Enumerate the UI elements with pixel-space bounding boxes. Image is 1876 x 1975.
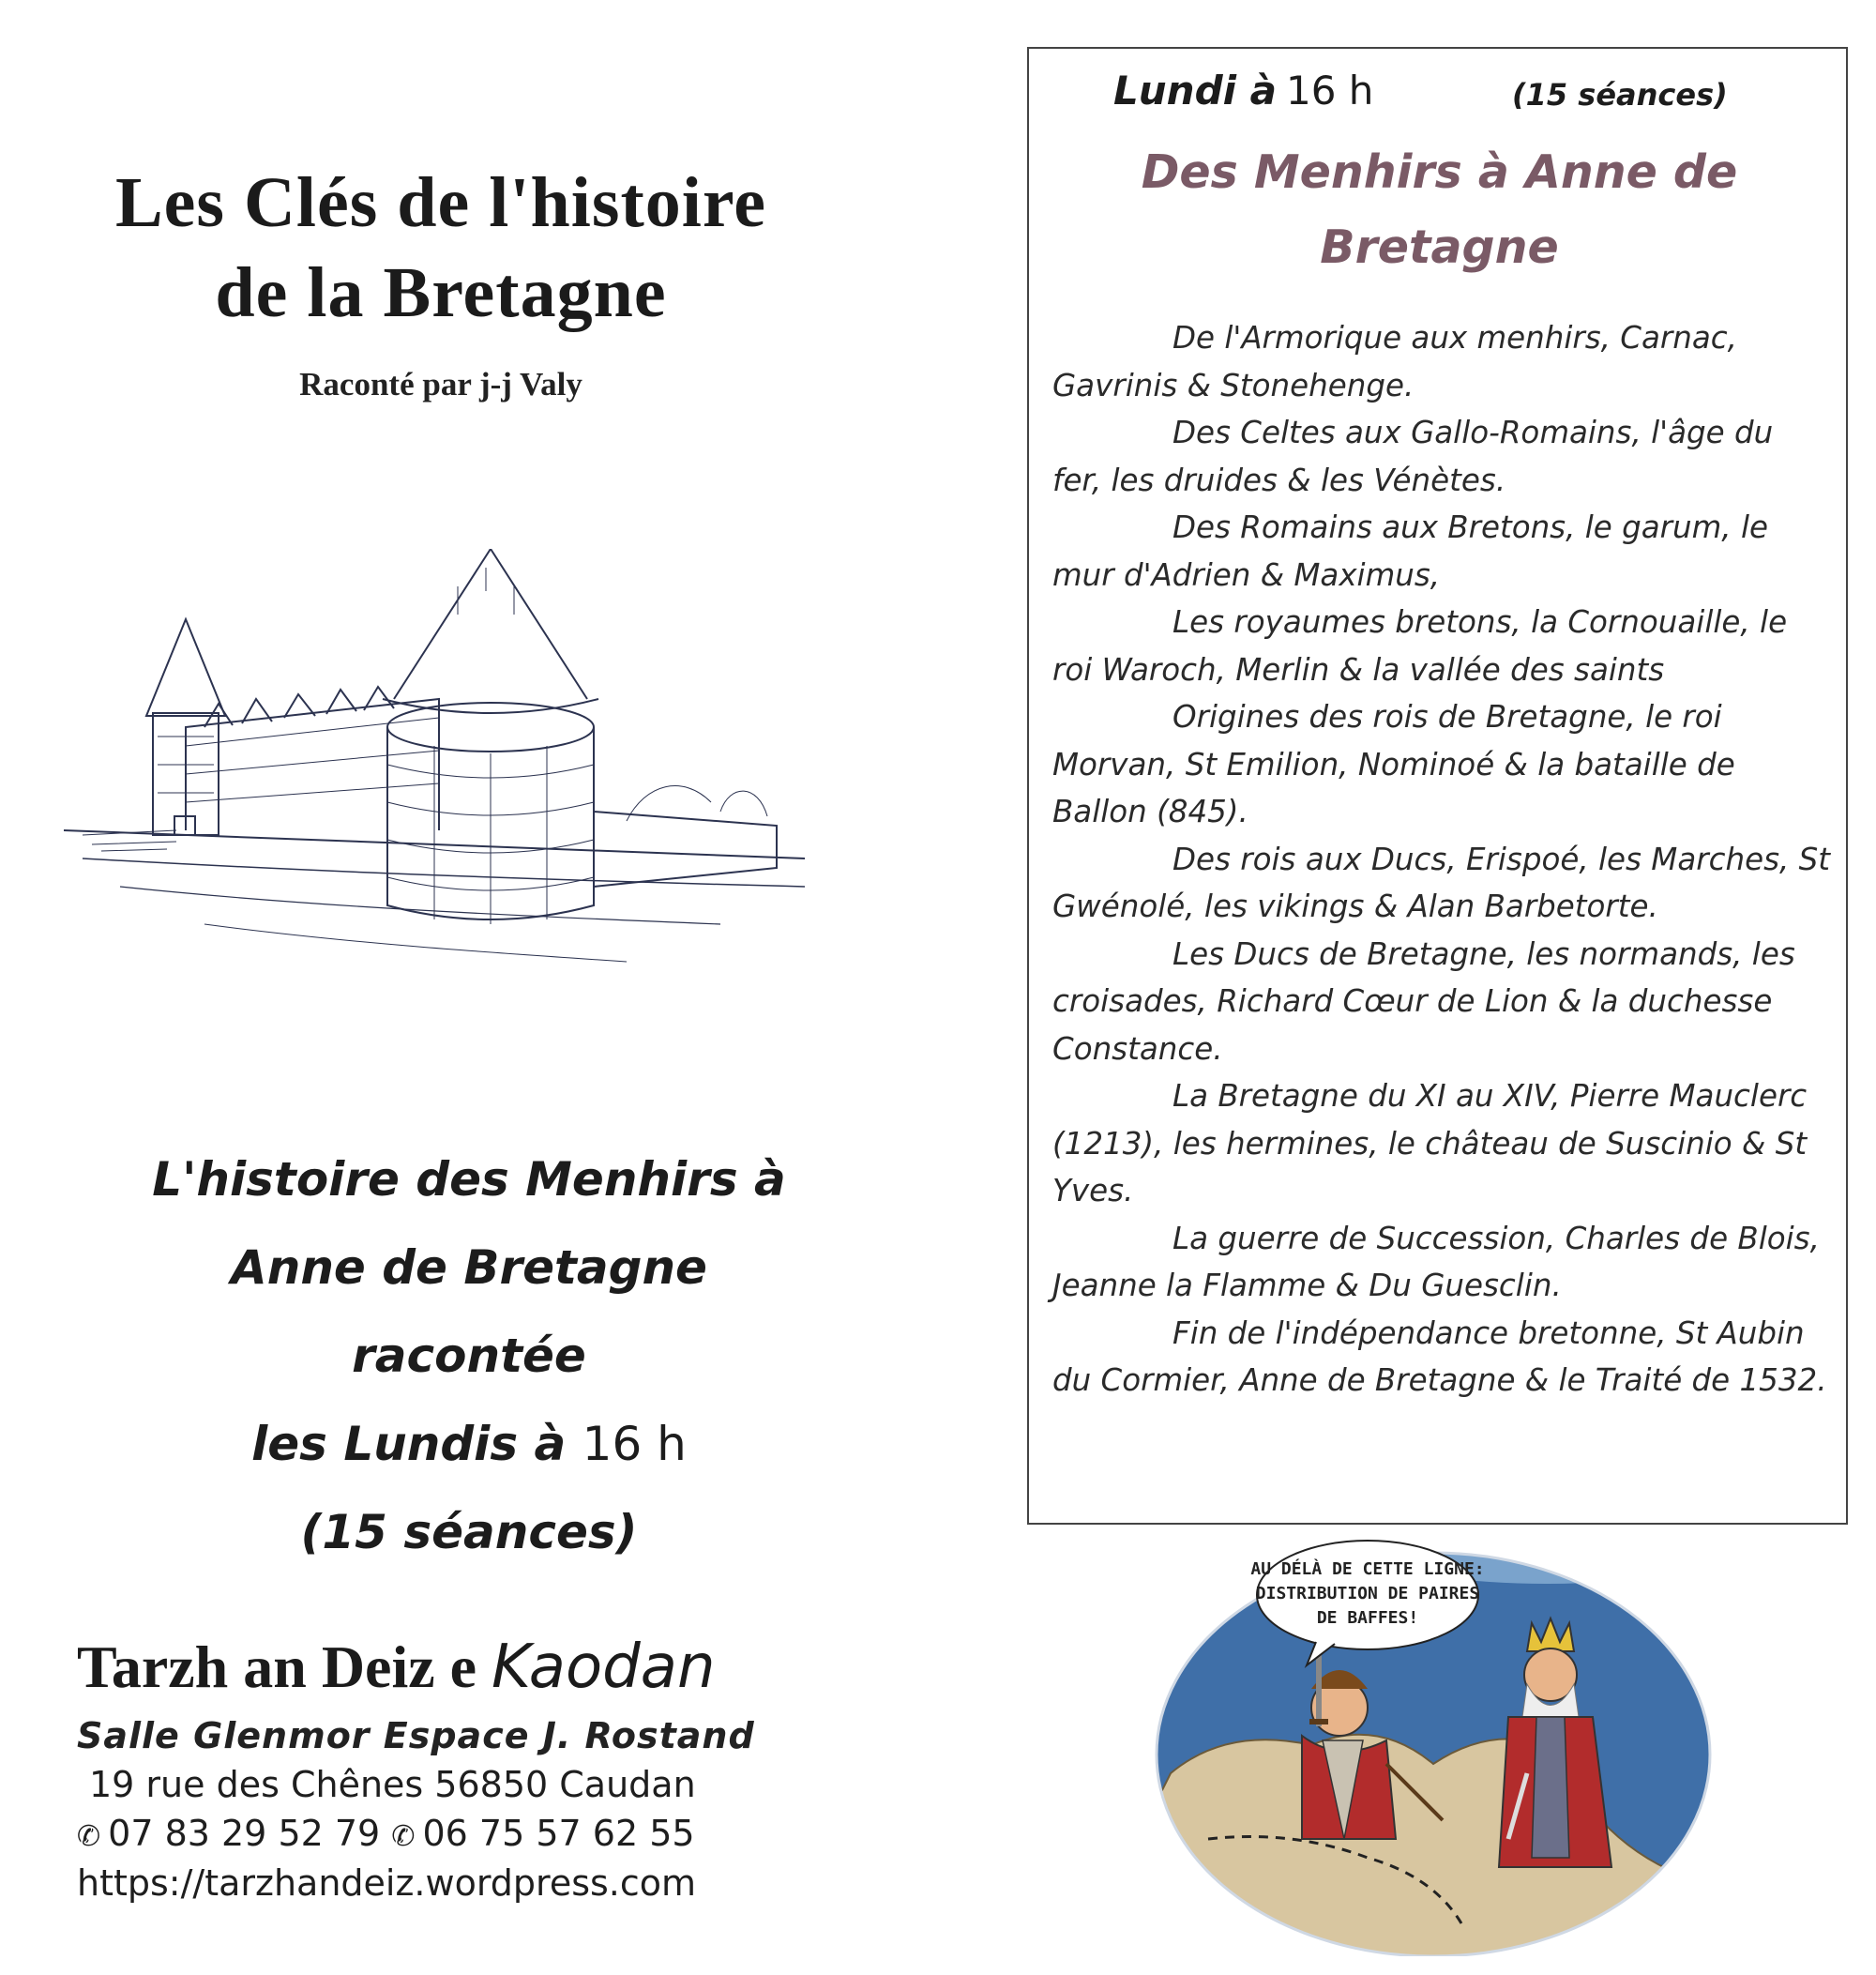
website-link[interactable]: https://tarzhandeiz.wordpress.com [77,1862,697,1904]
program-item: Les royaumes bretons, la Cornouaille, le roi Waroch, Merlin & la vallée des saints [1052,604,1788,688]
organizer-town: Kaodan [492,1633,716,1702]
program-title-line-2: Bretagne [1320,220,1559,274]
cartoon-bubble-line-3: DE BAFFES! [1316,1608,1419,1628]
sessions-count: (15 séances) [1512,77,1728,113]
cartoon-bubble-line-2: DISTRIBUTION DE PAIRES [1255,1584,1480,1603]
phone-1: 07 83 29 52 79 [108,1813,381,1854]
phone-numbers [77,1813,695,1854]
cartoon-illustration [1152,1529,1715,1956]
program-list [1052,314,1831,1405]
program-title [1029,135,1850,285]
program-item: La guerre de Succession, Charles de Blois, Jeanne la Flamme & Du Guesclin. [1052,1220,1820,1303]
castle-illustration [64,549,805,990]
tagline [56,1135,882,1576]
tagline-line-3: racontée [352,1329,586,1383]
program-item: Des Romains aux Bretons, le garum, le mur d'Adrien & Maximus, [1052,509,1768,593]
program-item: Fin de l'indépendance bretonne, St Aubin du Cormier, Anne de Bretagne & le Traité de 1532. [1052,1314,1827,1398]
tagline-day: les Lundis à [251,1417,567,1471]
program-title-line-1: Des Menhirs à Anne de [1141,145,1738,199]
organizer-name: Tarzh an Deiz e [77,1633,477,1700]
title-line-2: de la Bretagne [215,253,667,332]
tagline-line-2: Anne de Bretagne [231,1240,707,1295]
schedule [1113,68,1373,114]
program-item: Des rois aux Ducs, Erispoé, les Marches, St Gwénolé, les vikings & Alan Barbetorte. [1052,841,1831,924]
tagline-time: 16 h [582,1417,687,1471]
byline: Raconté par j-j Valy [299,366,582,403]
tagline-line-1: L'histoire des Menhirs à [152,1152,786,1207]
program-item: Origines des rois de Bretagne, le roi Morvan, St Emilion, Nominoé & la bataille de Ballon (845). [1052,699,1735,829]
organizer [77,1633,716,1702]
venue: Salle Glenmor Espace J. Rostand [77,1715,755,1756]
schedule-day: Lundi à [1113,68,1277,114]
tagline-line-5: (15 séances) [300,1505,638,1559]
program-box [1027,47,1848,1525]
program-item: Les Ducs de Bretagne, les normands, les croisades, Richard Cœur de Lion & la duchesse Constance. [1052,935,1795,1067]
phone-icon: ✆ [77,1820,101,1853]
program-item: De l'Armorique aux menhirs, Carnac, Gavrinis & Stonehenge. [1052,320,1737,403]
cartoon-bubble-line-1: AU DÉLÀ DE CETTE LIGNE: [1250,1559,1485,1579]
address: 19 rue des Chênes 56850 Caudan [89,1764,696,1805]
program-item: Des Celtes aux Gallo-Romains, l'âge du fer, les druides & les Vénètes. [1052,415,1774,498]
phone-2: 06 75 57 62 55 [422,1813,695,1854]
schedule-time: 16 h [1286,68,1374,114]
phone-icon: ✆ [391,1820,416,1853]
program-item: La Bretagne du XI au XIV, Pierre Mauclerc (1213), les hermines, le château de Suscinio & St Yves. [1052,1078,1808,1208]
page-title [56,158,825,338]
tagline-line-4 [56,1400,882,1488]
title-line-1: Les Clés de l'histoire [114,163,766,242]
